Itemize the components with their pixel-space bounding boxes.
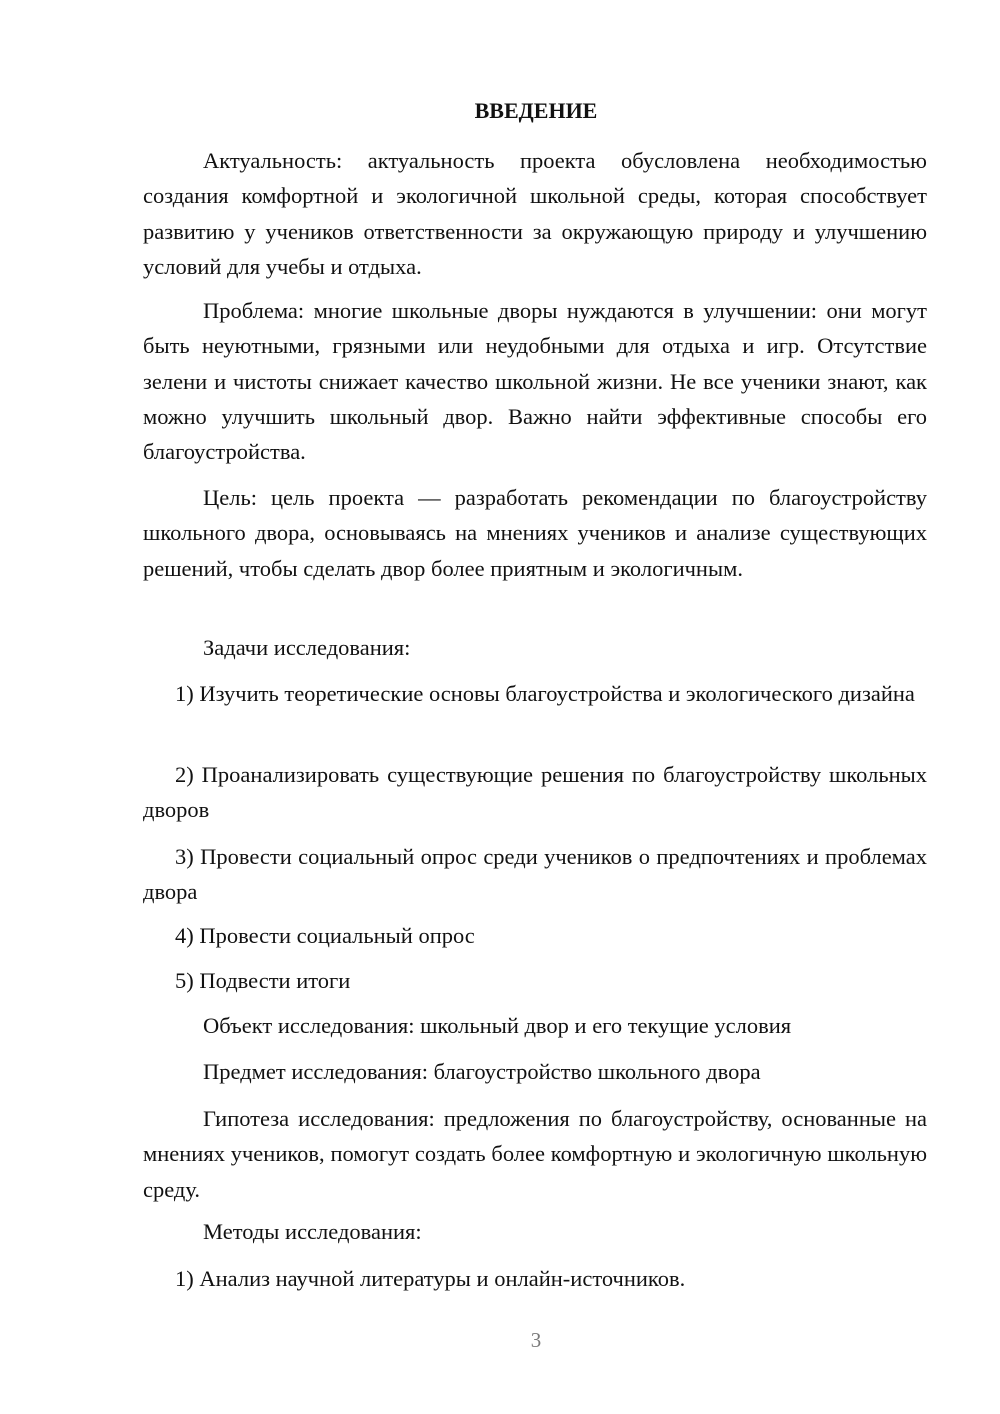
page-number: 3	[530, 1328, 542, 1352]
hypothesis-paragraph: Гипотеза исследования: предложения по благоустройству, основанные на мнениях учеников, помогут создать более комфортную и экологичную школьную среду.	[143, 1106, 927, 1202]
task-item: 3) Провести социальный опрос среди учеников о предпочтениях и проблемах двора	[143, 844, 927, 905]
task-item: 1) Изучить теоретические основы благоустройства и экологического дизайна	[175, 681, 915, 706]
object-line: Объект исследования: школьный двор и его текущие условия	[203, 1013, 792, 1038]
methods-title: Методы исследования:	[203, 1219, 422, 1244]
tasks-title: Задачи исследования:	[203, 635, 411, 660]
relevance-paragraph: Актуальность: актуальность проекта обусловлена необходимостью создания комфортной и экологичной школьной среды, которая способствует развитию у учеников ответственности за окружающую природу и улучшению условий для учебы и отдыха.	[143, 148, 927, 279]
task-item: 2) Проанализировать существующие решения по благоустройству школьных дворов	[143, 762, 927, 823]
task-item: 4) Провести социальный опрос	[175, 923, 475, 948]
task-item: 5) Подвести итоги	[175, 968, 351, 993]
goal-paragraph: Цель: цель проекта — разработать рекомендации по благоустройству школьного двора, основываясь на мнениях учеников и анализе существующих решений, чтобы сделать двор более приятным и экологичным.	[143, 485, 927, 581]
subject-line: Предмет исследования: благоустройство школьного двора	[203, 1059, 761, 1084]
page-title: ВВЕДЕНИЕ	[474, 98, 598, 123]
method-item: 1) Анализ научной литературы и онлайн-источников.	[175, 1266, 686, 1291]
problem-paragraph: Проблема: многие школьные дворы нуждаются в улучшении: они могут быть неуютными, грязными или неудобными для отдыха и игр. Отсутствие зелени и чистоты снижает качество школьной жизни. Не все ученики знают, как можно улучшить школьный двор. Важно найти эффективные способы его благоустройства.	[143, 298, 927, 465]
